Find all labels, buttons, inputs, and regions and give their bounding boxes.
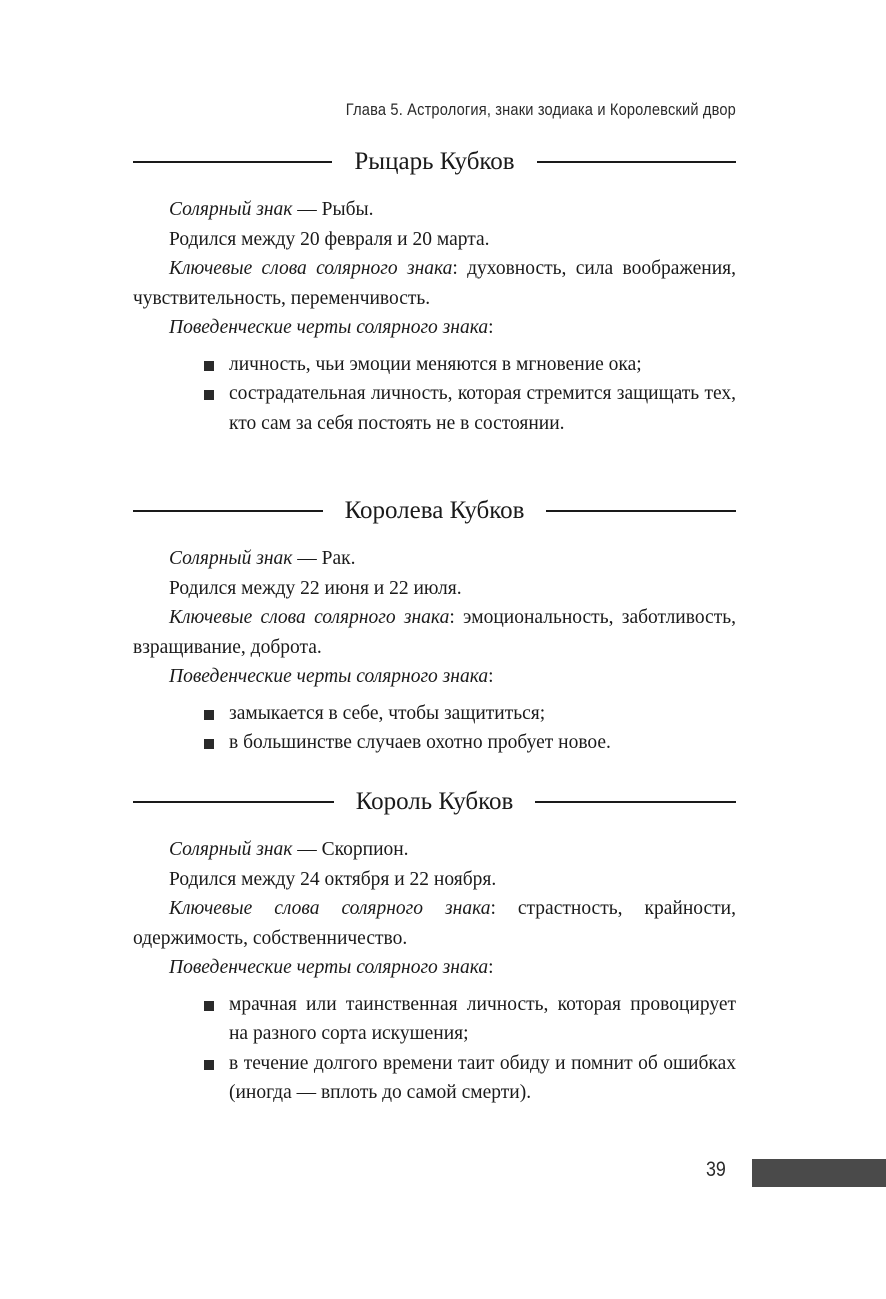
solar-sign-value: — Рыбы. — [292, 199, 374, 220]
traits-line — [133, 662, 736, 692]
solar-sign-line — [133, 195, 736, 225]
square-bullet-icon — [204, 1060, 214, 1070]
keywords-line — [133, 254, 736, 313]
section-title: Королева Кубков — [344, 497, 525, 524]
square-bullet-icon — [204, 361, 214, 371]
keywords-label: Ключевые слова солярного знака — [169, 607, 450, 628]
solar-sign-line — [133, 544, 736, 574]
trait-text: в большинстве случаев охотно пробует новое. — [229, 732, 611, 753]
list-item — [229, 699, 736, 729]
traits-colon: : — [488, 666, 494, 687]
section-heading — [133, 145, 736, 179]
trait-text: сострадательная личность, которая стремится защищать тех, кто сам за себя постоять не в состоянии. — [229, 383, 736, 434]
running-header: Глава 5. Астрология, знаки зодиака и Королевский двор — [345, 100, 736, 119]
square-bullet-icon — [204, 390, 214, 400]
trait-text: мрачная или таинственная личность, которая провоцирует на разного сорта искушения; — [229, 993, 736, 1044]
heading-rule-right — [535, 801, 736, 803]
trait-text: в течение долгого времени таит обиду и помнит об ошибках (иногда — вплоть до самой смерти). — [229, 1052, 736, 1103]
solar-sign-label: Солярный знак — [169, 839, 293, 860]
page-number: 39 — [706, 1158, 726, 1181]
traits-list — [133, 350, 736, 439]
section-title: Король Кубков — [355, 788, 514, 815]
traits-label: Поведенческие черты солярного знака — [169, 317, 489, 338]
keywords-label: Ключевые слова солярного знака — [169, 258, 453, 279]
section-title: Рыцарь Кубков — [354, 148, 515, 175]
list-item — [229, 990, 736, 1049]
square-bullet-icon — [204, 710, 214, 720]
traits-colon: : — [488, 957, 494, 978]
page-edge-tab — [752, 1159, 886, 1187]
heading-rule-right — [546, 510, 736, 512]
traits-list — [133, 699, 736, 758]
keywords-value: : духовность, сила воображения, чувствительность, переменчивость. — [133, 258, 736, 309]
heading-rule-left — [133, 510, 323, 512]
keywords-label: Ключевые слова солярного знака — [169, 898, 491, 919]
list-item — [229, 728, 736, 758]
traits-label: Поведенческие черты солярного знака — [169, 666, 489, 687]
traits-list — [133, 990, 736, 1108]
heading-rule-left — [133, 161, 332, 163]
section-queen-of-cups — [133, 494, 736, 758]
birth-range: Родился между 20 февраля и 20 марта. — [169, 228, 490, 250]
section-heading — [133, 785, 736, 819]
traits-line — [133, 313, 736, 343]
keywords-line — [133, 894, 736, 953]
keywords-value: : эмоциональность, заботливость, взращивание, доброта. — [133, 607, 736, 658]
keywords-line — [133, 603, 736, 662]
list-item — [229, 350, 736, 380]
solar-sign-line — [133, 835, 736, 865]
trait-text: замыкается в себе, чтобы защититься; — [229, 702, 546, 724]
trait-text: личность, чьи эмоции меняются в мгновение ока; — [229, 353, 642, 375]
heading-rule-right — [537, 161, 736, 163]
solar-sign-value: — Рак. — [292, 548, 356, 569]
list-item — [229, 379, 736, 438]
solar-sign-value: — Скорпион. — [292, 839, 409, 860]
solar-sign-label: Солярный знак — [169, 199, 293, 220]
birth-range: Родился между 24 октября и 22 ноября. — [169, 868, 497, 890]
heading-rule-left — [133, 801, 334, 803]
birth-range: Родился между 22 июня и 22 июля. — [169, 577, 462, 599]
traits-line — [133, 953, 736, 983]
solar-sign-label: Солярный знак — [169, 548, 293, 569]
square-bullet-icon — [204, 739, 214, 749]
section-king-of-cups — [133, 785, 736, 1108]
square-bullet-icon — [204, 1001, 214, 1011]
keywords-value: : страстность, крайности, одержимость, собственничество. — [133, 898, 736, 949]
traits-label: Поведенческие черты солярного знака — [169, 957, 489, 978]
section-heading — [133, 494, 736, 528]
section-knight-of-cups — [133, 145, 736, 438]
traits-colon: : — [488, 317, 494, 338]
list-item — [229, 1049, 736, 1108]
